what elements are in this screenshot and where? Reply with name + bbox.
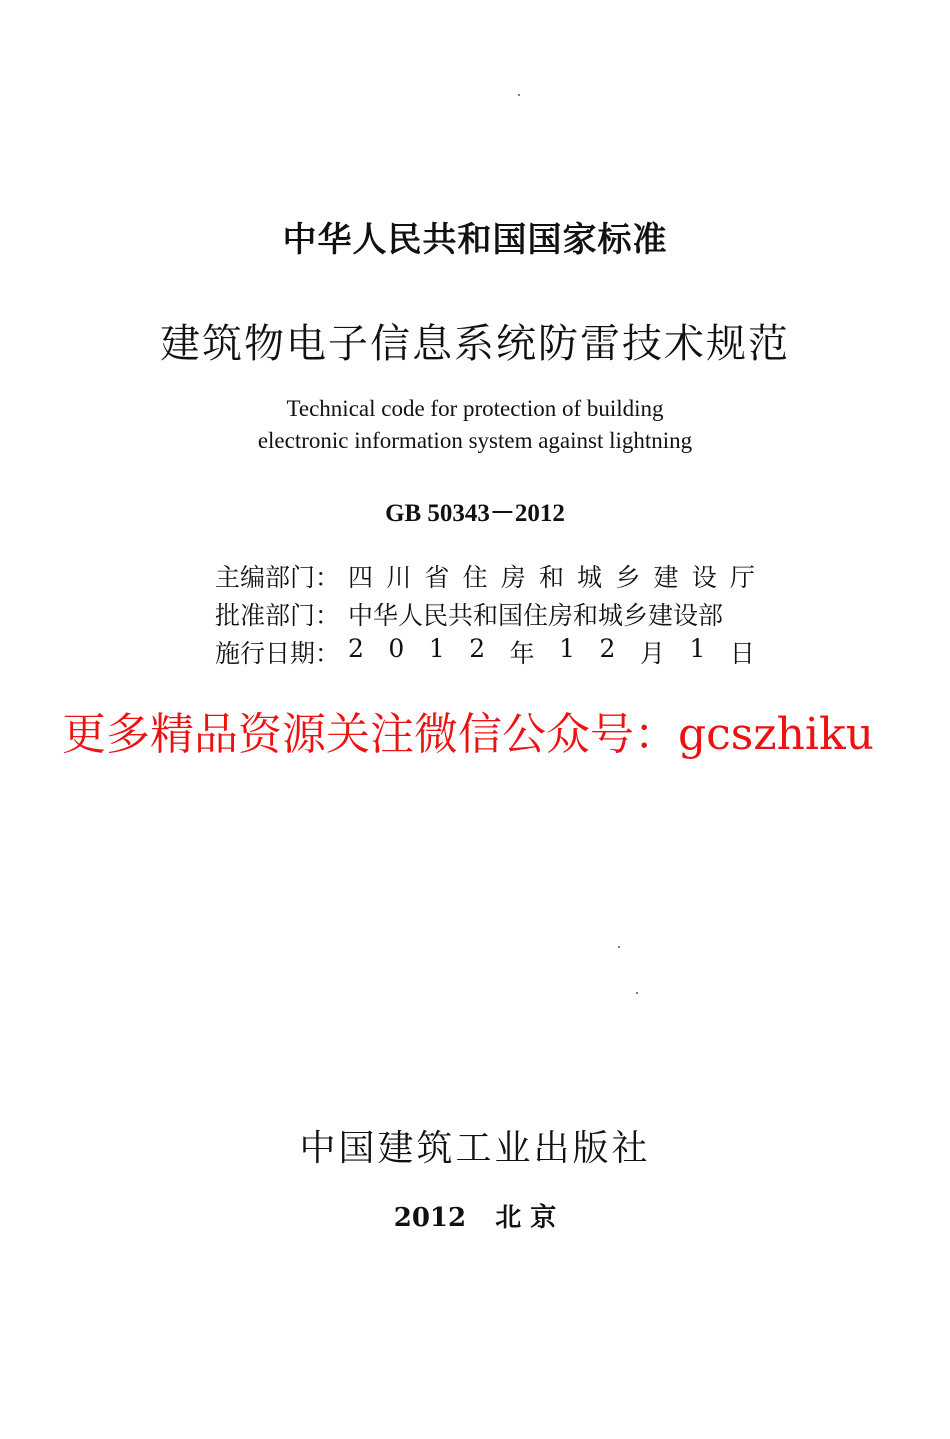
approver-row <box>215 596 755 630</box>
scan-speck <box>618 946 620 948</box>
scan-speck <box>636 992 638 994</box>
national-standard-heading: 中华人民共和国国家标准 <box>282 220 668 260</box>
editor-char: 厅 <box>729 563 755 592</box>
date-char: 年 <box>509 639 535 668</box>
editor-char: 城 <box>577 563 603 592</box>
editor-row <box>215 558 755 592</box>
approver-label: 批准部门： <box>215 601 341 630</box>
editor-char: 四 <box>348 563 374 592</box>
document-title-cn: 建筑物电子信息系统防雷技术规范 <box>160 321 790 367</box>
date-label: 施行日期： <box>215 639 341 668</box>
editor-char: 川 <box>386 563 412 592</box>
date-char: 1 <box>559 634 576 663</box>
editor-value <box>348 558 755 594</box>
watermark-text: 更多精品资源关注微信公众号：gcszhiku <box>62 709 874 760</box>
effective-date-row <box>215 634 755 668</box>
editor-char: 省 <box>424 563 450 592</box>
editor-char: 设 <box>691 563 717 592</box>
date-char: 月 <box>639 639 665 668</box>
publisher-name: 中国建筑工业出版社 <box>299 1128 651 1169</box>
document-title-en-line1: Technical code for protection of building <box>286 396 664 421</box>
date-char: 日 <box>729 639 755 668</box>
editor-char: 住 <box>462 563 488 592</box>
date-char: 2 <box>599 634 616 663</box>
publication-year: 2012 <box>393 1203 467 1233</box>
editor-char: 和 <box>538 563 564 592</box>
editor-char: 房 <box>500 563 526 592</box>
date-char: 0 <box>388 634 405 663</box>
date-char: 2 <box>469 634 486 663</box>
editor-char: 乡 <box>615 563 641 592</box>
editor-char: 建 <box>653 563 679 592</box>
date-value <box>348 634 755 670</box>
date-char: 1 <box>689 634 706 663</box>
publication-line <box>0 1197 950 1234</box>
scan-speck <box>518 94 520 96</box>
document-title-en-line2: electronic information system against lightning <box>257 428 693 453</box>
publication-city: 北 京 <box>495 1203 557 1233</box>
editor-label: 主编部门： <box>215 563 341 592</box>
date-char: 1 <box>428 634 445 663</box>
standard-code: GB 50343－2012 <box>385 500 565 527</box>
date-char: 2 <box>348 634 364 663</box>
approver-value: 中华人民共和国住房和城乡建设部 <box>348 601 724 630</box>
